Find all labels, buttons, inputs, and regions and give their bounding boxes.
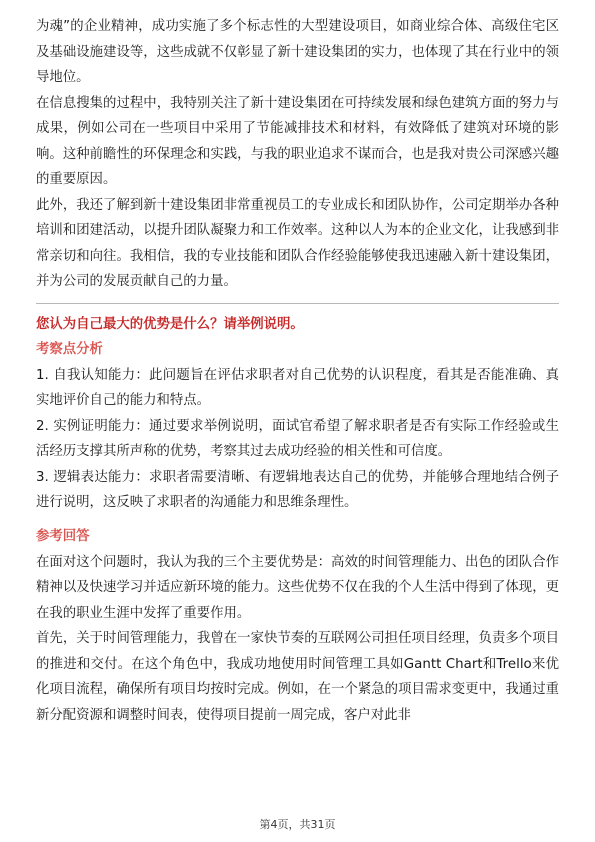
document-page [36, 14, 559, 728]
analysis-point-2: 2. 实例证明能力：通过要求举例说明，面试官希望了解求职者是否有实际工作经验或生活经历支撑其所声称的优势，考察其过去成功经验的相关性和可信度。 [36, 418, 559, 459]
question-title: 您认为自己最大的优势是什么？请举例说明。 [36, 316, 304, 332]
analysis-point-1: 1. 自我认知能力：此问题旨在评估求职者对自己优势的认识程度，看其是否能准确、真实地评价自己的能力和特点。 [36, 367, 559, 408]
intro-paragraph-1: 为魂”的企业精神，成功实施了多个标志性的大型建设项目，如商业综合体、高级住宅区及基础设施建设等，这些成就不仅彰显了新十建设集团的实力，也体现了其在行业中的领导地位。 [36, 19, 559, 85]
answer-paragraph-2: 首先，关于时间管理能力，我曾在一家快节奏的互联网公司担任项目经理，负责多个项目的推进和交付。在这个角色中，我成功地使用时间管理工具如Gantt Chart和Trello来优化项目流程，确保所有项目均按时完成。例如，在一个紧急的项目需求变更中，我通过重新分配资源和调整时间表，使得项目提前一周完成，客户对此非 [36, 631, 559, 723]
analysis-point-3: 3. 逻辑表达能力：求职者需要清晰、有逻辑地表达自己的优势，并能够合理地结合例子进行说明，这反映了求职者的沟通能力和思维条理性。 [36, 469, 559, 510]
page-number-footer: 第4页，共31页 [259, 818, 336, 831]
section-divider [36, 303, 559, 304]
analysis-heading: 考察点分析 [36, 341, 103, 357]
intro-paragraph-3: 此外，我还了解到新十建设集团非常重视员工的专业成长和团队协作，公司定期举办各种培训和团建活动，以提升团队凝聚力和工作效率。这种以人为本的企业文化，让我感到非常亲切和向往。我相信，我的专业技能和团队合作经验能够使我迅速融入新十建设集团，并为公司的发展贡献自己的力量。 [36, 197, 559, 289]
answer-heading: 参考回答 [36, 528, 90, 544]
intro-paragraph-2: 在信息搜集的过程中，我特别关注了新十建设集团在可持续发展和绿色建筑方面的努力与成果，例如公司在一些项目中采用了节能减排技术和材料，有效降低了建筑对环境的影响。这种前瞻性的环保理念和实践，与我的职业追求不谋而合，也是我对贵公司深感兴趣的重要原因。 [36, 95, 559, 187]
answer-paragraph-1: 在面对这个问题时，我认为我的三个主要优势是：高效的时间管理能力、出色的团队合作精神以及快速学习并适应新环境的能力。这些优势不仅在我的个人生活中得到了体现，更在我的职业生涯中发挥了重要作用。 [36, 554, 559, 621]
